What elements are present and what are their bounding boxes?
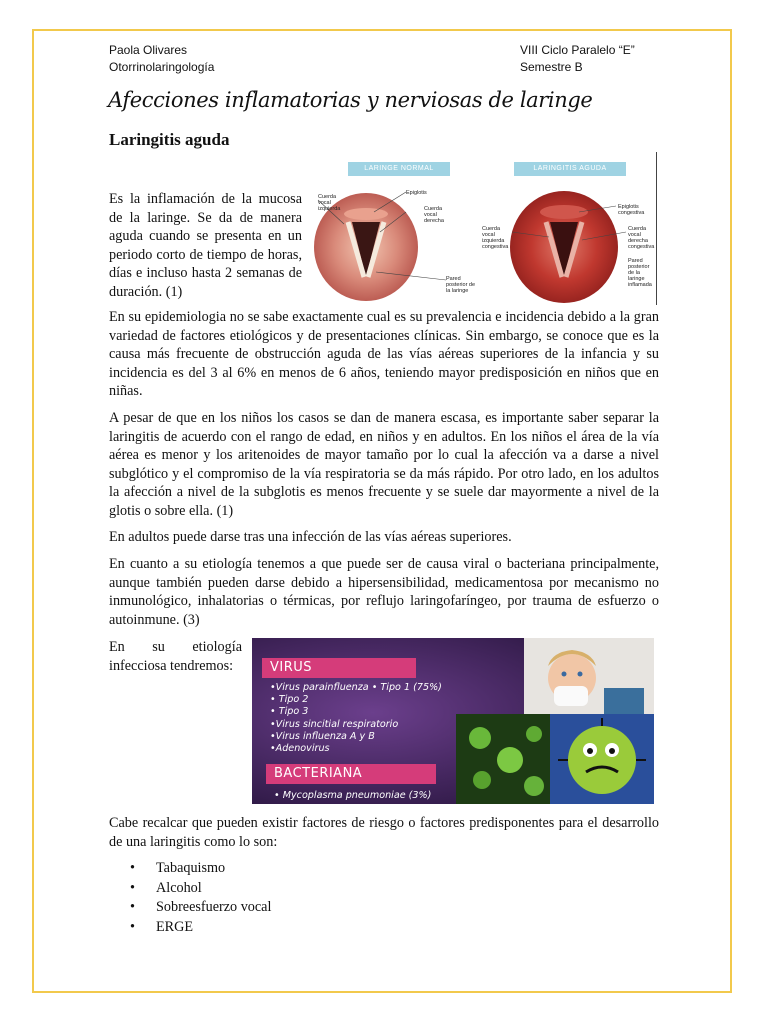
list-item: • Sobreesfuerzo vocal (130, 898, 271, 918)
course-name: VIII Ciclo Paralelo “E” (520, 43, 635, 57)
virus-item: •Adenovirus (270, 743, 330, 755)
age-groups-paragraph: A pesar de que en los niños los casos se dan de manera escasa, es importante saber separar la laringitis de acuerdo con el rango de edad, en niños y en adultos. En los niños el área de la vía aérea es menor y los aritenoides de mayor tamaño por lo cual la afección va a darse a nivel subglótico y el compromiso de la vía respiratoria se da más rápido. Por otro lado, en los adultos la afección a nivel de la subglotis es menos frecuente y se suele dar mayormente a nivel de la glotis o sobre ella. (1) (109, 410, 659, 519)
virus-item: • Tipo 3 (270, 706, 309, 718)
adults-paragraph: En adultos puede darse tras una infección de las vías aéreas superiores. (109, 529, 512, 545)
header-right (520, 42, 635, 76)
document-title: Afecciones inflamatorias y nerviosas de laringe (108, 88, 593, 112)
virus-item: • Tipo 2 (270, 694, 309, 706)
risk-factor-list (130, 859, 271, 937)
normal-label-posterior-wall: Pared posterior de la laringe (446, 276, 476, 294)
normal-label-left-cord: Cuerda vocal izquierda (318, 194, 341, 212)
subject-name: Otorrinolaringología (109, 60, 215, 74)
acute-larynx-title: LARINGITIS AGUDA (514, 162, 626, 176)
virus-heading: VIRUS (262, 658, 416, 678)
list-item: • ERGE (130, 918, 271, 938)
normal-larynx-title: LARINGE NORMAL (348, 162, 450, 176)
section-title: Laringitis aguda (109, 130, 230, 149)
semester-name: Semestre B (520, 60, 583, 74)
larynx-figure (314, 152, 658, 305)
acute-label-left-cord: Cuerda vocal izquierda congestiva (482, 226, 509, 250)
virus-list (270, 682, 442, 755)
virus-item: •Virus influenza A y B (270, 730, 375, 742)
normal-label-epiglottis: Epiglotis (406, 190, 427, 196)
etiology-paragraph: En cuanto a su etiología tenemos a que puede ser de causa viral o bacteriana principalmente, aunque también pueden darse debido a hipersensibilidad, medicamentosa por mecanismo no inmunológico, inhalatorias o térmicas, por reflujo laringofaríngeo, por trauma de esfuerzo o autoinmune. (3) (109, 556, 659, 628)
list-item: • Tabaquismo (130, 859, 271, 879)
acute-label-epiglottis: Epiglotis congestiva (618, 204, 645, 216)
virus-item: •Virus parainfluenza • Tipo 1 (75%) (270, 682, 442, 693)
acute-label-right-cord: Cuerda vocal derecha congestiva (628, 226, 655, 250)
header-left (109, 42, 214, 76)
intro-paragraph: Es la inflamación de la mucosa de la laringe. Se da de manera aguda cuando se presenta en un periodo corto de tiempo de horas, días e incluso hasta 2 semanas de duración. (1) (109, 191, 302, 300)
bacteria-heading: BACTERIANA (266, 764, 436, 784)
acute-label-posterior-wall: Pared posterior de la laringe inflamada (628, 258, 652, 288)
figure-divider (656, 152, 657, 305)
virus-item: •Virus sincitial respiratorio (270, 718, 399, 730)
infectious-paragraph: En su etiología infecciosa tendremos: (109, 639, 242, 674)
author-name: Paola Olivares (109, 43, 188, 57)
list-item: • Alcohol (130, 879, 271, 899)
normal-label-right-cord: Cuerda vocal derecha (424, 206, 444, 224)
epidemiology-paragraph: En su epidemiologia no se sabe exactamente cual es su prevalencia e incidencia debido a la gran variedad de factores etiológicos y de presentaciones clínicas. Sin embargo, se conoce que es la causa más frecuente de obstrucción aguda de las vías aéreas superiores de la infancia y su incidencia es del 3 al 6% en menos de 6 años, teniendo mayor predisposición en niños que en niñas. (109, 309, 659, 399)
risk-factors-paragraph: Cabe recalcar que pueden existir factores de riesgo o factores predisponentes para el desarrollo de una laringitis como lo son: (109, 815, 659, 850)
etiology-figure (252, 638, 654, 804)
bacteria-item: • Mycoplasma pneumoniae (3%) (274, 790, 432, 801)
